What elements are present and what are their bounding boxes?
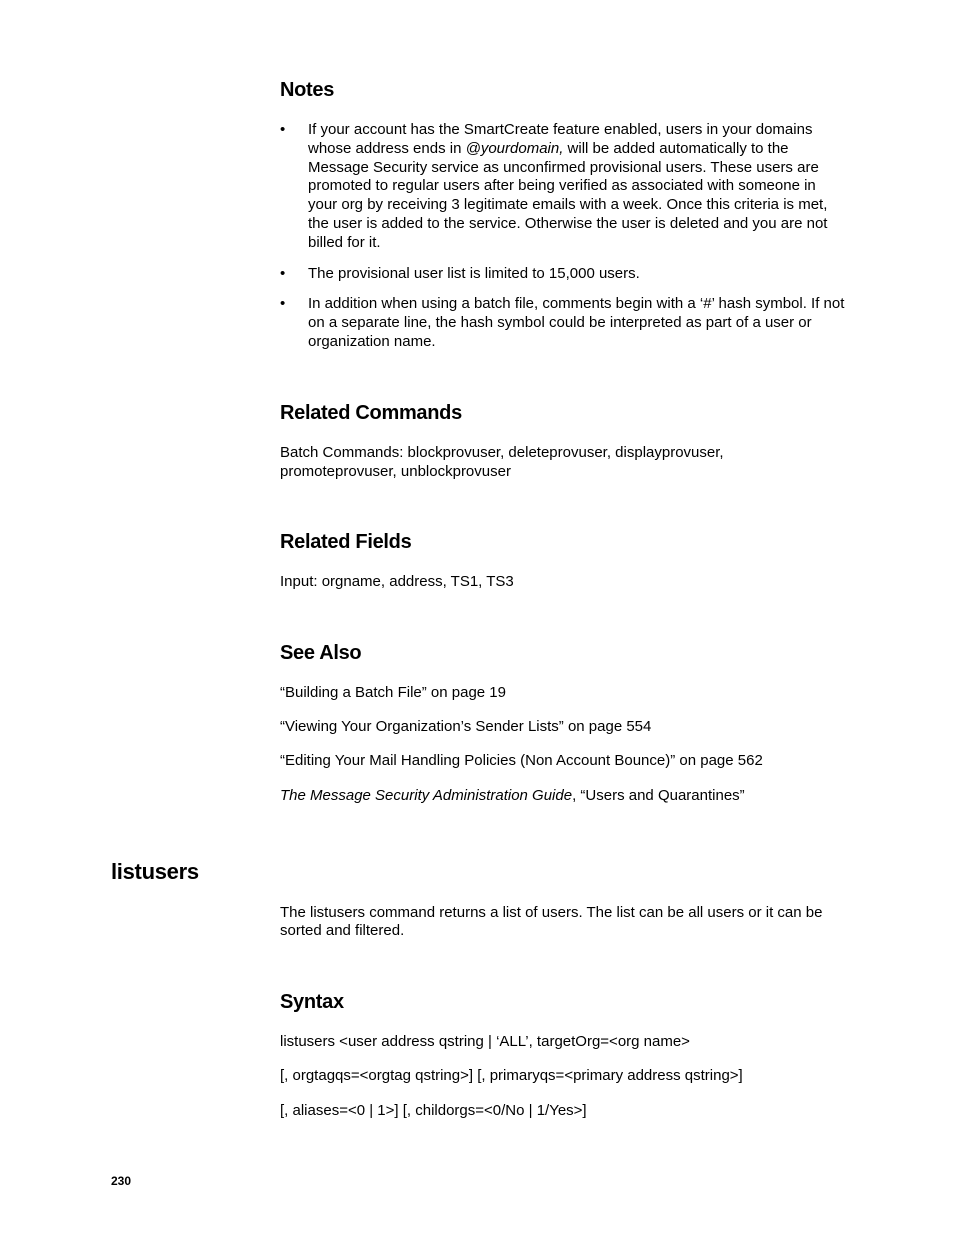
note-text-cont: will be added automatically to the Message Security service as unconfirmed provisional users. These users are promoted to regular users after being verified as associated with someone in your org by receiving 3 legitimate emails with a week. Once this criteria is met, the user is added to the service. Otherwise the user is deleted and you are not billed for it. <box>308 139 828 251</box>
syntax-line1: listusers <user address qstring | ‘ALL’, targetOrg=<org name> <box>280 1033 690 1050</box>
see-also-link-sender-lists[interactable]: “Viewing Your Organization’s Sender Lists” on page 554 <box>280 718 652 735</box>
related-fields-text: Input: orgname, address, TS1, TS3 <box>280 573 514 590</box>
bullet-icon: • <box>280 264 286 282</box>
see-also-heading: See Also <box>280 642 362 664</box>
note-text: The provisional user list is limited to 15,000 users. <box>308 264 640 282</box>
notes-heading: Notes <box>280 79 335 101</box>
see-also-link-batch-file[interactable]: “Building a Batch File” on page 19 <box>280 684 506 701</box>
see-also-guide-reference <box>280 787 845 806</box>
list-item <box>280 121 845 253</box>
page-number: 230 <box>111 1174 132 1188</box>
syntax-heading: Syntax <box>280 991 344 1013</box>
list-item <box>280 295 845 351</box>
note-text: If your account has the SmartCreate feature enabled, users in your domains whose address ends in <box>308 121 813 157</box>
bullet-icon: • <box>280 295 286 313</box>
related-commands-heading: Related Commands <box>280 402 462 424</box>
note-text: In addition when using a batch file, comments begin with a ‘#’ hash symbol. If not on a separate line, the hash symbol could be interpreted as part of a user or organization name. <box>308 295 845 350</box>
see-also-link-mail-policies[interactable]: “Editing Your Mail Handling Policies (Non Account Bounce)” on page 562 <box>280 752 763 769</box>
list-item <box>280 265 845 284</box>
note-domain-italic: @yourdomain, <box>465 139 564 157</box>
listusers-desc-line1: The listusers command returns a list of users. The list can be all users or it can be <box>280 904 823 921</box>
guide-title: The Message Security Administration Guide <box>280 787 573 804</box>
listusers-desc-line2: sorted and filtered. <box>280 922 405 939</box>
syntax-line3: [, aliases=<0 | 1>] [, childorgs=<0/No | 1/Yes>] <box>280 1102 587 1119</box>
related-commands-line1: Batch Commands: blockprovuser, deleteprovuser, displayprovuser, <box>280 444 724 461</box>
related-commands-line2: promoteprovuser, unblockprovuser <box>280 463 511 480</box>
bullet-icon: • <box>280 121 286 138</box>
related-fields-heading: Related Fields <box>280 531 412 553</box>
syntax-line2: [, orgtagqs=<orgtag qstring>] [, primaryqs=<primary address qstring>] <box>280 1067 743 1084</box>
listusers-heading: listusers <box>111 859 199 884</box>
guide-chapter: , “Users and Quarantines” <box>572 787 745 804</box>
notes-list <box>280 121 845 364</box>
